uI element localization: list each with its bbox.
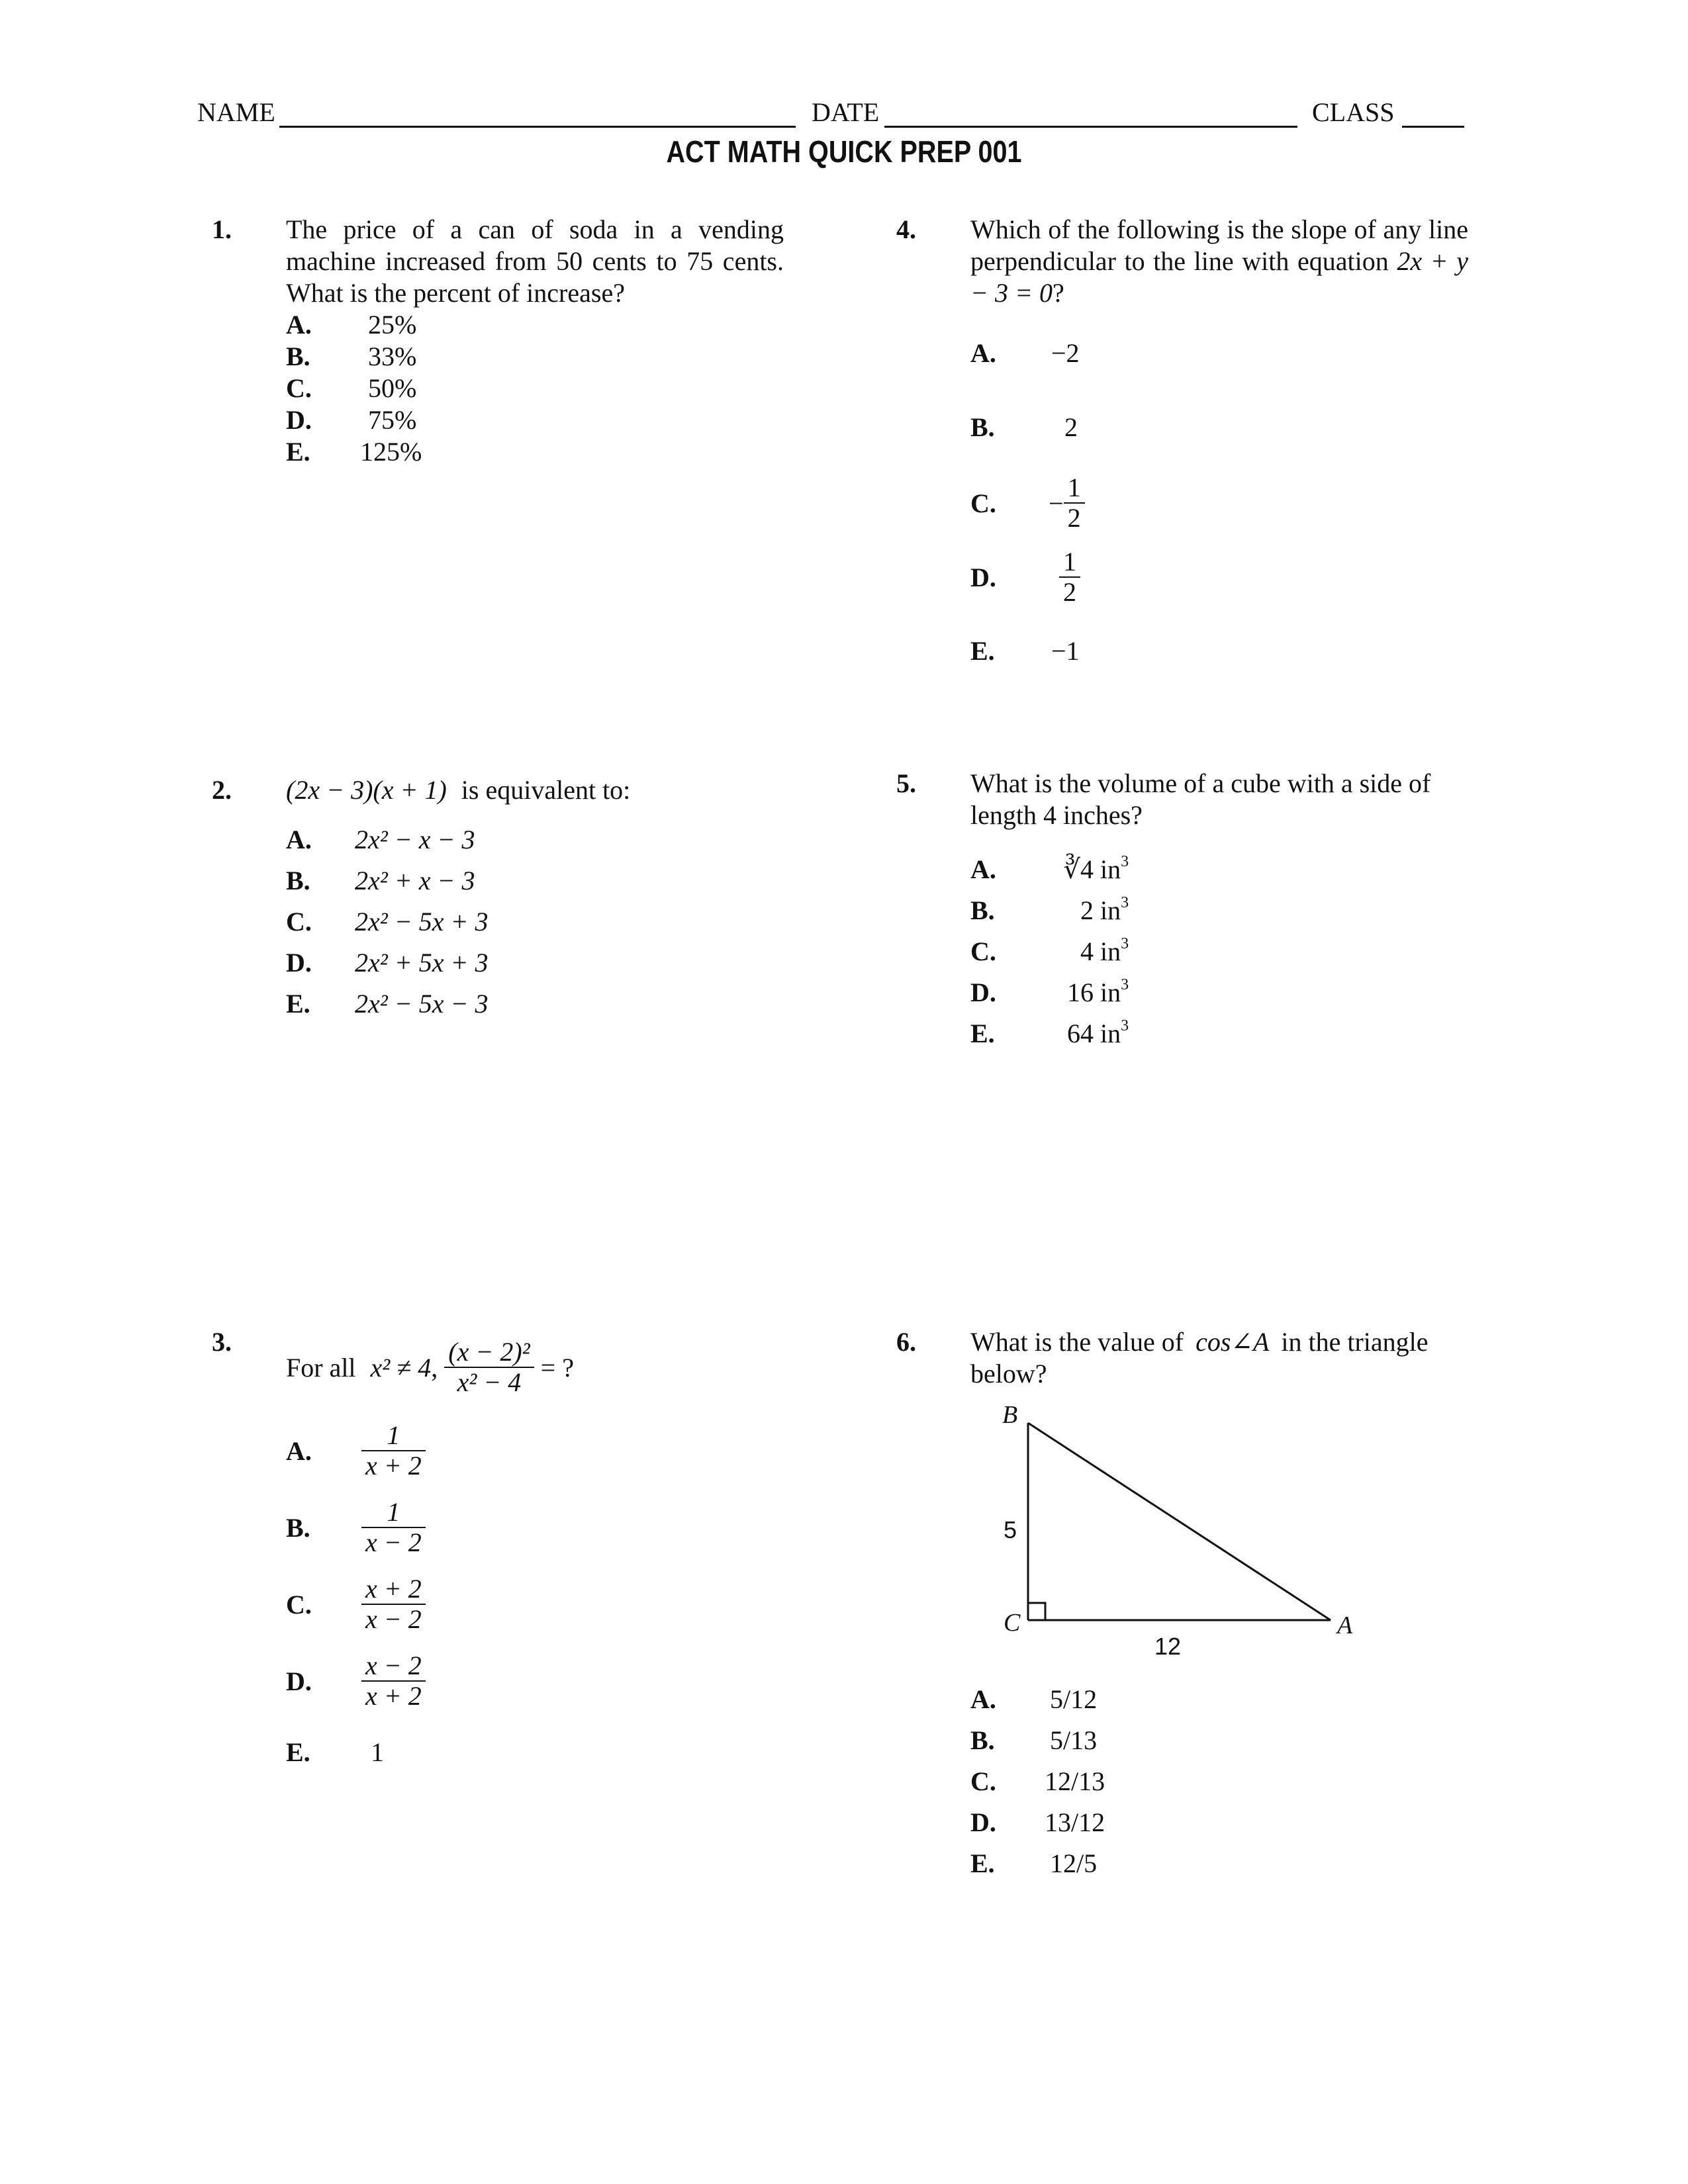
option-letter: B. [970, 412, 995, 442]
option-b[interactable] [970, 1725, 1097, 1756]
option-letter: A. [286, 1435, 312, 1466]
numerator: 1 [387, 1497, 400, 1527]
option-d[interactable] [970, 545, 1080, 609]
option-e[interactable] [286, 436, 422, 468]
option-letter: B. [970, 1725, 995, 1755]
option-value: 2x² − x − 3 [355, 825, 475, 854]
option-letter: A. [286, 825, 312, 854]
right-triangle-figure [980, 1396, 1377, 1661]
unit-exponent: 3 [1121, 894, 1129, 911]
option-c[interactable] [286, 906, 488, 938]
option-c[interactable] [970, 471, 1085, 535]
numerator: (x − 2)² [448, 1337, 530, 1367]
option-letter: C. [970, 936, 996, 966]
question-text [970, 214, 1468, 309]
question-prompt: Which of the following is the slope of any line perpendicular to the line with equation [970, 214, 1468, 276]
question-number: 5. [896, 768, 916, 798]
option-letter: D. [286, 948, 312, 978]
option-letter: B. [286, 1512, 310, 1543]
unit-exponent: 3 [1121, 1017, 1129, 1034]
option-letter: E. [970, 636, 995, 666]
denominator: x + 2 [365, 1681, 422, 1711]
option-value: 13/12 [1045, 1807, 1105, 1837]
question-mark: ? [1052, 278, 1064, 308]
class-field[interactable] [1402, 126, 1464, 128]
option-c[interactable] [286, 373, 416, 404]
option-b[interactable] [286, 865, 475, 897]
denominator: x² − 4 [457, 1367, 522, 1397]
option-value: 25% [368, 310, 417, 340]
option-letter: A. [970, 338, 996, 368]
option-value: 12/5 [1050, 1848, 1098, 1878]
option-value: 2 [1064, 412, 1078, 442]
option-c[interactable] [970, 936, 1129, 968]
option-value: 50% [368, 373, 417, 403]
option-value: 64 [1067, 1019, 1094, 1048]
option-letter: E. [970, 1019, 995, 1048]
option-value: 4 [1080, 936, 1094, 966]
option-e[interactable] [970, 635, 1080, 667]
question-text [286, 1328, 574, 1407]
question-number: 1. [212, 214, 232, 244]
option-letter: E. [286, 437, 310, 467]
option-value: 2x² − 5x + 3 [355, 907, 489, 936]
option-d[interactable] [286, 404, 416, 436]
option-b[interactable] [286, 1494, 426, 1561]
option-letter: C. [286, 1589, 312, 1619]
option-letter: C. [970, 488, 996, 518]
name-field[interactable] [279, 126, 796, 128]
page-title: ACT MATH QUICK PREP 001 [666, 134, 1022, 169]
question-suffix: = ? [540, 1352, 574, 1383]
option-d[interactable] [970, 1807, 1105, 1839]
option-d[interactable] [286, 1648, 426, 1714]
expression: (2x − 3)(x + 1) [286, 775, 447, 805]
option-letter: A. [970, 1684, 996, 1714]
option-value: ∛4 [1063, 854, 1094, 884]
option-a[interactable] [970, 854, 1129, 886]
right-angle-marker [1028, 1603, 1045, 1620]
vertex-c-label: C [1004, 1609, 1021, 1637]
option-letter: E. [286, 1737, 310, 1767]
option-d[interactable] [286, 947, 488, 979]
option-letter: C. [286, 373, 312, 403]
numerator: x + 2 [365, 1574, 422, 1604]
question-prompt-end: in the triangle below? [970, 1327, 1429, 1388]
denominator: 2 [1067, 503, 1081, 533]
cos-expression: cos∠A [1196, 1327, 1270, 1357]
option-a[interactable] [970, 338, 1080, 369]
unit-exponent: 3 [1121, 853, 1129, 870]
option-letter: A. [286, 310, 312, 340]
option-e[interactable] [286, 988, 488, 1020]
option-letter: D. [970, 1807, 996, 1837]
question-number: 3. [212, 1327, 232, 1357]
option-letter: D. [970, 978, 996, 1007]
option-c[interactable] [286, 1571, 426, 1637]
option-e[interactable] [286, 1737, 384, 1768]
unit: in [1100, 1019, 1121, 1048]
option-value: 2x² − 5x − 3 [355, 989, 489, 1019]
numerator: 1 [387, 1420, 400, 1450]
option-sign: − [1049, 488, 1064, 518]
hypotenuse-ab [1028, 1423, 1331, 1620]
unit-exponent: 3 [1121, 935, 1129, 952]
side-bc-length: 5 [1004, 1516, 1017, 1543]
option-fraction [361, 1651, 426, 1711]
option-fraction [361, 1574, 426, 1634]
question-prefix: For all [286, 1352, 356, 1383]
option-value: 16 [1067, 978, 1094, 1007]
option-letter: B. [970, 895, 995, 925]
option-a[interactable] [286, 824, 475, 856]
question-prompt: What is the value of [970, 1327, 1184, 1357]
option-a[interactable] [286, 309, 416, 341]
side-ca-length: 12 [1154, 1633, 1182, 1660]
option-value: 12/13 [1045, 1766, 1105, 1796]
option-e[interactable] [970, 1018, 1129, 1050]
expression-fraction [444, 1338, 534, 1397]
option-value: 2x² + 5x + 3 [355, 948, 489, 978]
date-label: DATE [812, 97, 880, 127]
option-b[interactable] [970, 412, 1078, 443]
question-text: The price of a can of soda in a vending machine increased from 50 cents to 75 cents. What is the percent of increase? [286, 214, 784, 308]
unit-exponent: 3 [1121, 976, 1129, 993]
option-value: 125% [360, 437, 422, 467]
question-number: 6. [896, 1327, 916, 1357]
vertex-a-label: A [1337, 1612, 1353, 1639]
option-c[interactable] [970, 1766, 1105, 1797]
denominator: x − 2 [365, 1604, 422, 1634]
numerator: x − 2 [365, 1651, 422, 1680]
option-fraction [361, 1498, 426, 1557]
unit: in [1100, 854, 1121, 884]
question-prompt: is equivalent to: [461, 775, 631, 805]
equation: 2x + y − 3 = 0 [970, 246, 1469, 308]
question-number: 4. [896, 214, 916, 244]
option-letter: C. [970, 1766, 996, 1796]
option-b[interactable] [286, 341, 416, 373]
comma: , [431, 1352, 445, 1383]
option-letter: D. [970, 562, 996, 592]
option-a[interactable] [286, 1418, 426, 1484]
vertex-b-label: B [1002, 1401, 1018, 1429]
question-text: What is the volume of a cube with a side of length 4 inches? [970, 768, 1431, 830]
option-value: 5/13 [1050, 1725, 1098, 1755]
question-text [286, 774, 784, 806]
option-fraction [1059, 547, 1080, 607]
date-field[interactable] [884, 126, 1297, 128]
option-b[interactable] [970, 895, 1129, 927]
option-d[interactable] [970, 977, 1129, 1009]
option-e[interactable] [970, 1848, 1097, 1880]
option-value: 2 [1080, 895, 1094, 925]
unit: in [1100, 895, 1121, 925]
option-a[interactable] [970, 1684, 1097, 1715]
option-letter: B. [286, 866, 310, 895]
denominator: 2 [1063, 577, 1076, 607]
option-fraction [1064, 473, 1085, 533]
option-letter: C. [286, 907, 312, 936]
question-number: 2. [212, 775, 232, 805]
option-value: −2 [1051, 338, 1080, 368]
option-letter: D. [286, 405, 312, 435]
denominator: x − 2 [365, 1527, 422, 1557]
option-value: −1 [1051, 636, 1080, 666]
option-letter: B. [286, 341, 310, 371]
class-label: CLASS [1312, 97, 1395, 127]
option-value: 2x² + x − 3 [355, 866, 475, 895]
option-letter: D. [286, 1666, 312, 1696]
option-letter: E. [286, 989, 310, 1019]
option-letter: A. [970, 854, 996, 884]
option-value: 5/12 [1050, 1684, 1098, 1714]
option-value: 33% [368, 341, 417, 371]
question-text [970, 1326, 1474, 1390]
numerator: 1 [1063, 547, 1076, 576]
name-label: NAME [197, 97, 275, 127]
numerator: 1 [1067, 473, 1081, 502]
condition: x² ≠ 4 [370, 1352, 432, 1383]
denominator: x + 2 [365, 1451, 422, 1480]
unit: in [1100, 936, 1121, 966]
option-letter: E. [970, 1848, 995, 1878]
option-value: 75% [368, 405, 417, 435]
option-fraction [361, 1421, 426, 1480]
option-value: 1 [371, 1737, 384, 1767]
unit: in [1100, 978, 1121, 1007]
